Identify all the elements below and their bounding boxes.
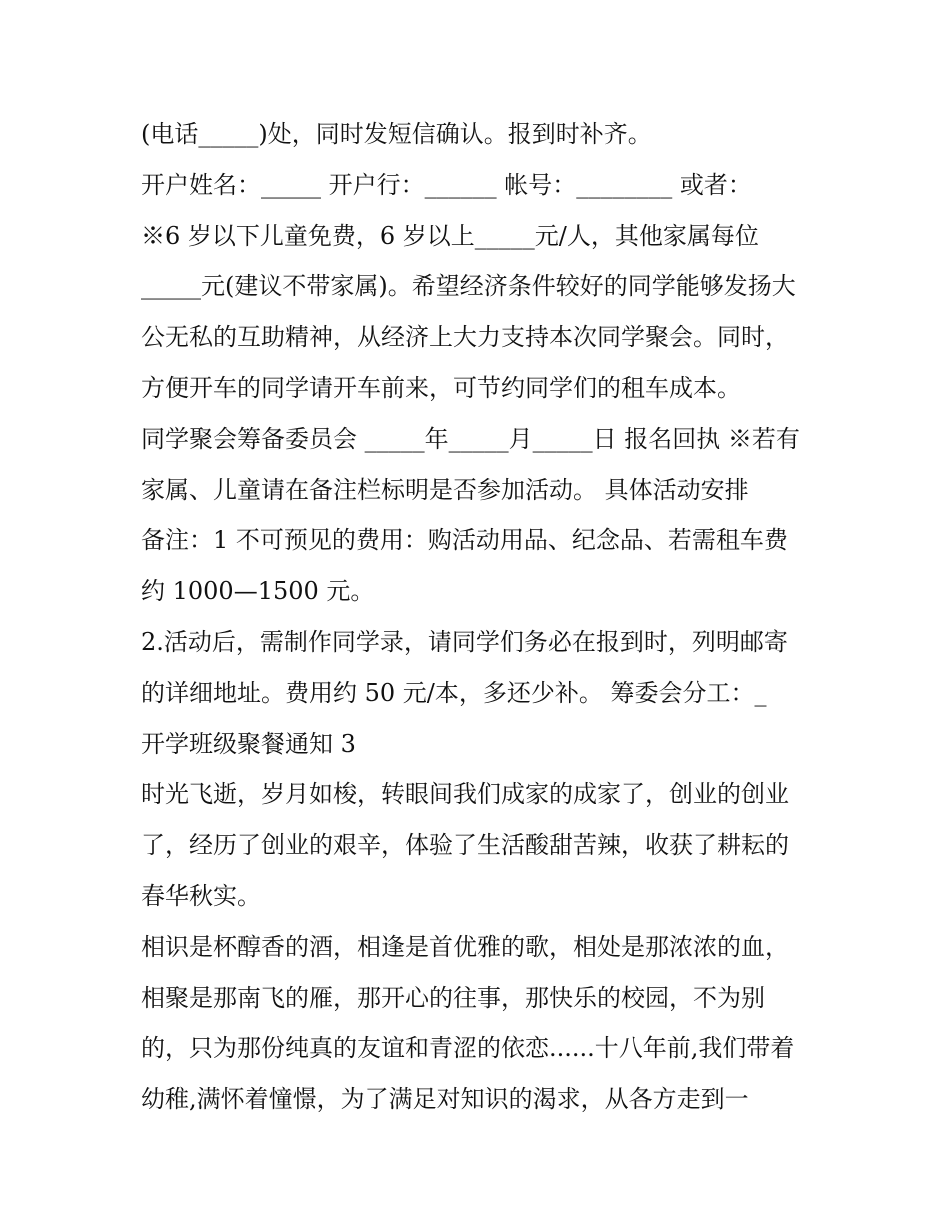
document-body bbox=[141, 109, 821, 1125]
text-line: 备注：1 不可预见的费用：购活动用品、纪念品、若需租车费 bbox=[141, 526, 788, 555]
text-line: 方便开车的同学请开车前来，可节约同学们的租车成本。 bbox=[141, 373, 741, 402]
text-line: 同学聚会筹备委员会 _____年_____月_____日 报名回执 ※若有 bbox=[141, 424, 800, 453]
text-line: (电话_____)处，同时发短信确认。报到时补齐。 bbox=[141, 120, 652, 148]
text-line: 2.活动后，需制作同学录，请同学们务必在报到时，列明邮寄 bbox=[141, 627, 788, 656]
text-line: 的详细地址。费用约 50 元/本，多还少补。 筹委会分工：_ bbox=[141, 678, 767, 707]
text-line: 了，经历了创业的艰辛，体验了生活酸甜苦辣，收获了耕耘的 bbox=[141, 831, 789, 860]
text-line: 时光飞逝，岁月如梭，转眼间我们成家的成家了，创业的创业 bbox=[141, 780, 789, 809]
text-line: 约 1000—1500 元。 bbox=[141, 577, 375, 606]
text-line: 开户姓名：_____ 开户行：______ 帐号：________ 或者： bbox=[141, 170, 752, 199]
text-line: 公无私的互助精神，从经济上大力支持本次同学聚会。同时， bbox=[141, 323, 789, 352]
text-line: ※6 岁以下儿童免费，6 岁以上_____元/人，其他家属每位 bbox=[141, 221, 759, 250]
text-line: 的，只为那份纯真的友谊和青涩的依恋......十八年前,我们带着 bbox=[141, 1034, 795, 1063]
text-line: 家属、儿童请在备注栏标明是否参加活动。 具体活动安排 bbox=[141, 475, 749, 504]
text-line: _____元(建议不带家属)。希望经济条件较好的同学能够发扬大 bbox=[141, 272, 796, 301]
text-line: 幼稚,满怀着憧憬，为了满足对知识的渴求，从各方走到一 bbox=[141, 1085, 749, 1114]
text-line: 相聚是那南飞的雁，那开心的往事，那快乐的校园，不为别 bbox=[141, 983, 765, 1012]
text-line: 相识是杯醇香的酒，相逢是首优雅的歌，相处是那浓浓的血， bbox=[141, 932, 789, 961]
text-line: 春华秋实。 bbox=[141, 881, 261, 910]
section-heading: 开学班级聚餐通知 3 bbox=[141, 729, 356, 758]
